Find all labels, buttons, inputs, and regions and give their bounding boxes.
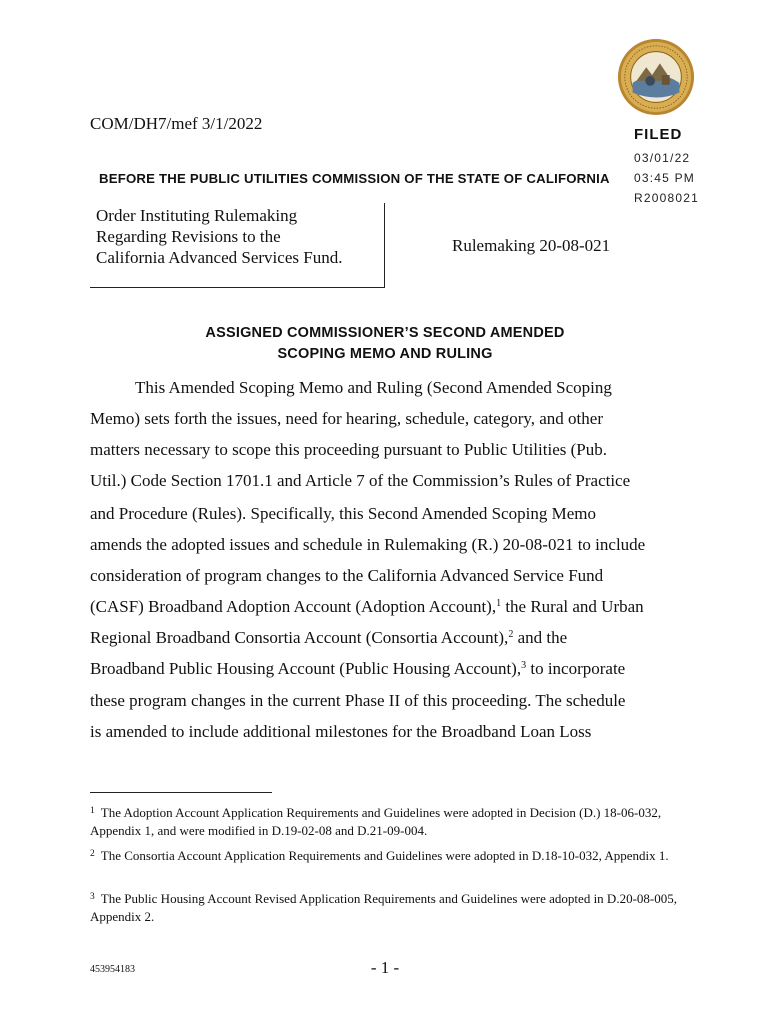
body-line: amends the adopted issues and schedule in Rulemaking (R.) 20-08-021 to include	[90, 535, 646, 554]
body-line: is amended to include additional milestones for the Broadband Loan Loss	[90, 722, 592, 741]
body-line: Util.) Code Section 1701.1 and Article 7 of the Commission’s Rules of Practice	[90, 471, 631, 490]
body-line: and Procedure (Rules). Specifically, this Second Amended Scoping Memo	[90, 504, 596, 523]
footnote-text: The Consortia Account Application Requirements and Guidelines were adopted in D.18-10-032, Appendix 1.	[100, 848, 669, 863]
document-title-line-1: ASSIGNED COMMISSIONER’S SECOND AMENDED	[205, 325, 565, 341]
body-line	[90, 597, 644, 617]
body-line	[90, 659, 625, 679]
footnote-3	[90, 888, 680, 926]
before-commission-heading: BEFORE THE PUBLIC UTILITIES COMMISSION OF THE STATE OF CALIFORNIA	[99, 171, 610, 186]
document-title-line-2: SCOPING MEMO AND RULING	[277, 346, 493, 362]
body-line	[90, 628, 567, 648]
footnote-divider	[90, 792, 272, 793]
page-number: - 1 -	[370, 958, 400, 977]
body-text: the Rural and Urban	[501, 597, 644, 616]
footnote-ref-2[interactable]: 2	[508, 629, 514, 640]
footnote-ref-1[interactable]: 1	[496, 598, 502, 609]
footnote-number: 3	[90, 892, 95, 902]
body-line: consideration of program changes to the California Advanced Service Fund	[90, 566, 604, 585]
footnote-number: 2	[90, 849, 95, 859]
body-text: Broadband Public Housing Account (Public Housing Account),	[90, 659, 522, 678]
filed-time: 03:45 PM	[634, 171, 695, 185]
caption-left	[96, 205, 381, 268]
footnote-2	[90, 845, 680, 865]
document-id: 453954183	[90, 964, 135, 975]
footnote-ref-3[interactable]: 3	[521, 660, 527, 671]
reference-line: COM/DH7/mef 3/1/2022	[90, 114, 263, 133]
caption-line: Order Instituting Rulemaking	[96, 206, 298, 225]
caption-line: Regarding Revisions to the	[96, 227, 281, 246]
body-line: matters necessary to scope this proceeding pursuant to Public Utilities (Pub.	[90, 440, 607, 459]
filed-docket: R2008021	[634, 191, 699, 205]
body-line: these program changes in the current Phase II of this proceeding. The schedule	[90, 691, 626, 710]
rulemaking-number: Rulemaking 20-08-021	[452, 236, 611, 255]
body-text: Regional Broadband Consortia Account (Consortia Account),	[90, 628, 509, 647]
body-line: This Amended Scoping Memo and Ruling (Second Amended Scoping	[135, 378, 612, 397]
commission-seal-icon	[617, 38, 695, 116]
footnote-text: The Public Housing Account Revised Application Requirements and Guidelines were adopted in D.20-08-005, Appendix 2.	[90, 891, 677, 924]
body-text: (CASF) Broadband Adoption Account (Adoption Account),	[90, 597, 497, 616]
footnote-number: 1	[90, 806, 95, 816]
filed-stamp-label: FILED	[634, 126, 683, 143]
footnote-1	[90, 802, 680, 840]
body-text: to incorporate	[526, 659, 626, 678]
caption-line: California Advanced Services Fund.	[96, 248, 343, 267]
filed-date: 03/01/22	[634, 151, 691, 165]
footnote-text: The Adoption Account Application Requirements and Guidelines were adopted in Decision (D.) 18-06-032, Appendix 1, and were modified in D.19-02-08 and D.21-09-004.	[90, 805, 662, 838]
body-text: and the	[513, 628, 568, 647]
body-line: Memo) sets forth the issues, need for hearing, schedule, category, and other	[90, 409, 603, 428]
